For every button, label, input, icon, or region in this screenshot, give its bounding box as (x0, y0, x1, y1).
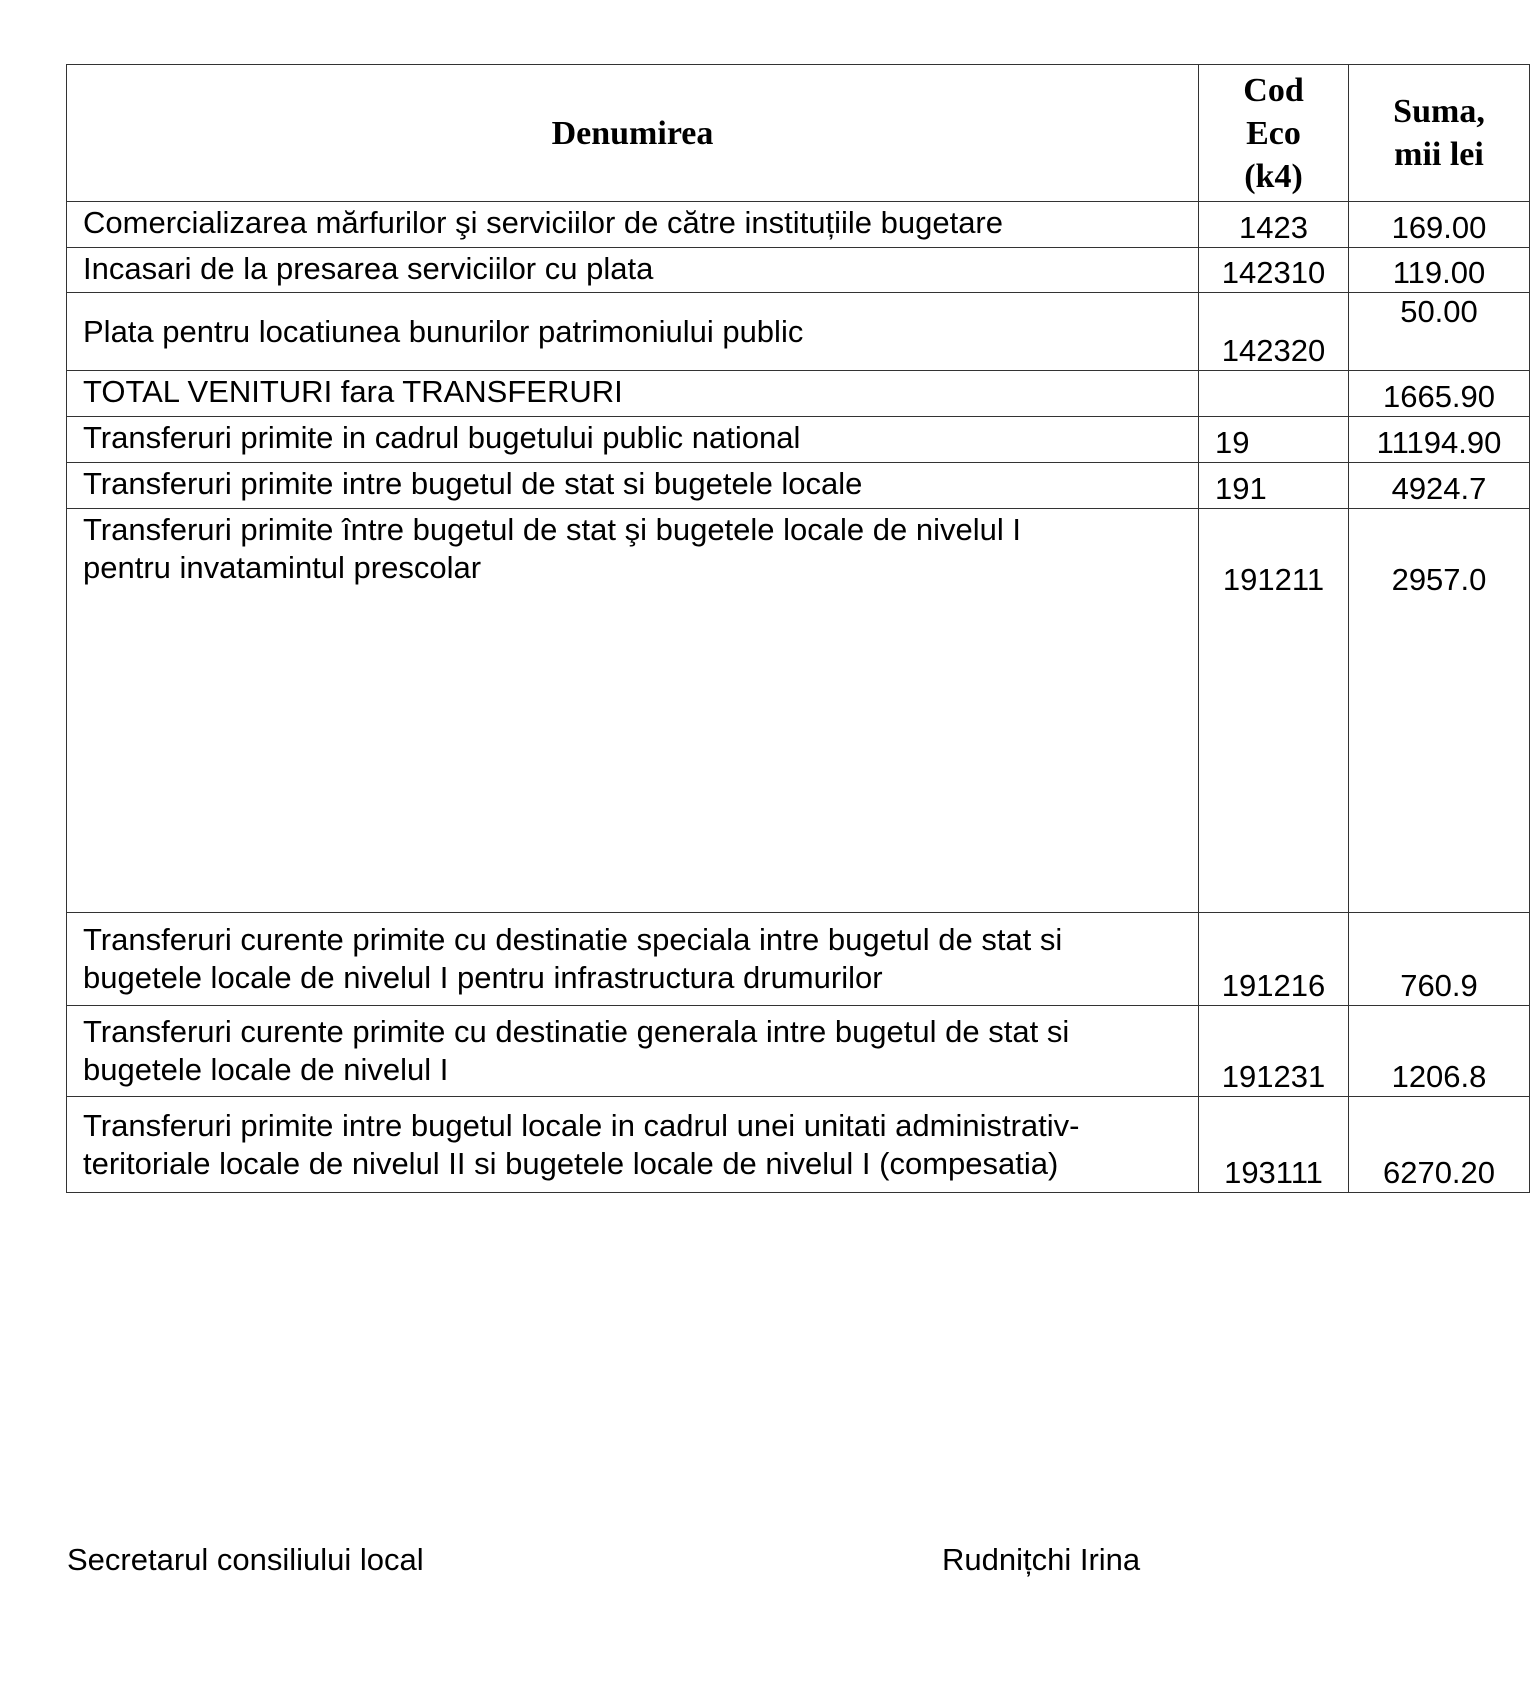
revenue-table (66, 64, 1530, 1193)
row-sum: 169.00 (1349, 202, 1530, 248)
row-code (1199, 371, 1349, 417)
header-code-line: (k4) (1244, 157, 1303, 195)
row-code: 1423 (1199, 202, 1349, 248)
row-name-line: pentru invatamintul prescolar (83, 550, 482, 585)
row-code: 193111 (1199, 1097, 1349, 1193)
row-name-line: bugetele locale de nivelul I (83, 1052, 449, 1087)
row-name-line: bugetele locale de nivelul I pentru infrastructura drumurilor (83, 960, 883, 995)
row-name-line: teritoriale locale de nivelul II si bugetele locale de nivelul I (compesatia) (83, 1145, 1059, 1181)
row-code: 191231 (1199, 1006, 1349, 1097)
header-sum-line: mii lei (1394, 136, 1484, 173)
row-name (67, 1097, 1199, 1193)
row-name-line: Transferuri primite între bugetul de stat şi bugetele locale de nivelul I (83, 512, 1021, 547)
row-name: TOTAL VENITURI fara TRANSFERURI (67, 371, 1199, 417)
row-name: Incasari de la presarea serviciilor cu plata (67, 248, 1199, 293)
table-row (67, 417, 1530, 463)
header-sum-line: Suma, (1393, 93, 1485, 130)
row-name: Comercializarea mărfurilor şi serviciilor de către instituțiile bugetare (67, 202, 1199, 248)
signatory-role: Secretarul consiliului local (67, 1542, 424, 1577)
row-name: Plata pentru locatiunea bunurilor patrimoniului public (67, 293, 1199, 371)
row-sum: 1206.8 (1349, 1006, 1530, 1097)
header-code (1199, 65, 1349, 202)
row-code: 142320 (1199, 293, 1349, 371)
table-header-row (67, 65, 1530, 202)
table-row (67, 913, 1530, 1006)
row-code: 191216 (1199, 913, 1349, 1006)
table-row (67, 463, 1530, 509)
row-name-line: Transferuri curente primite cu destinatie generala intre bugetul de stat si (83, 1014, 1070, 1049)
table-row (67, 1097, 1530, 1193)
header-code-line: Eco (1246, 114, 1301, 152)
row-code: 191 (1199, 463, 1349, 509)
row-sum: 4924.7 (1349, 463, 1530, 509)
row-sum: 50.00 (1349, 293, 1530, 371)
row-name (67, 509, 1199, 913)
row-code: 19 (1199, 417, 1349, 463)
table-row (67, 1006, 1530, 1097)
row-sum: 1665.90 (1349, 371, 1530, 417)
row-sum: 760.9 (1349, 913, 1530, 1006)
header-sum (1349, 65, 1530, 202)
row-code: 142310 (1199, 248, 1349, 293)
table-row (67, 202, 1530, 248)
row-sum: 119.00 (1349, 248, 1530, 293)
row-sum: 2957.0 (1349, 509, 1530, 913)
row-name (67, 913, 1199, 1006)
row-name (67, 1006, 1199, 1097)
table-row (67, 248, 1530, 293)
row-name: Transferuri primite in cadrul bugetului public national (67, 417, 1199, 463)
row-sum: 11194.90 (1349, 417, 1530, 463)
table-row (67, 293, 1530, 371)
table-row (67, 509, 1530, 913)
table-row-total (67, 371, 1530, 417)
row-name: Transferuri primite intre bugetul de stat si bugetele locale (67, 463, 1199, 509)
row-sum: 6270.20 (1349, 1097, 1530, 1193)
signatory-name: Rudnițchi Irina (942, 1542, 1141, 1577)
row-name-line: Transferuri primite intre bugetul locale in cadrul unei unitati administrativ- (83, 1107, 1080, 1143)
row-code: 191211 (1199, 509, 1349, 913)
row-name-line: Transferuri curente primite cu destinatie speciala intre bugetul de stat si (83, 922, 1063, 957)
header-code-line: Cod (1243, 71, 1304, 109)
header-name: Denumirea (67, 65, 1199, 202)
